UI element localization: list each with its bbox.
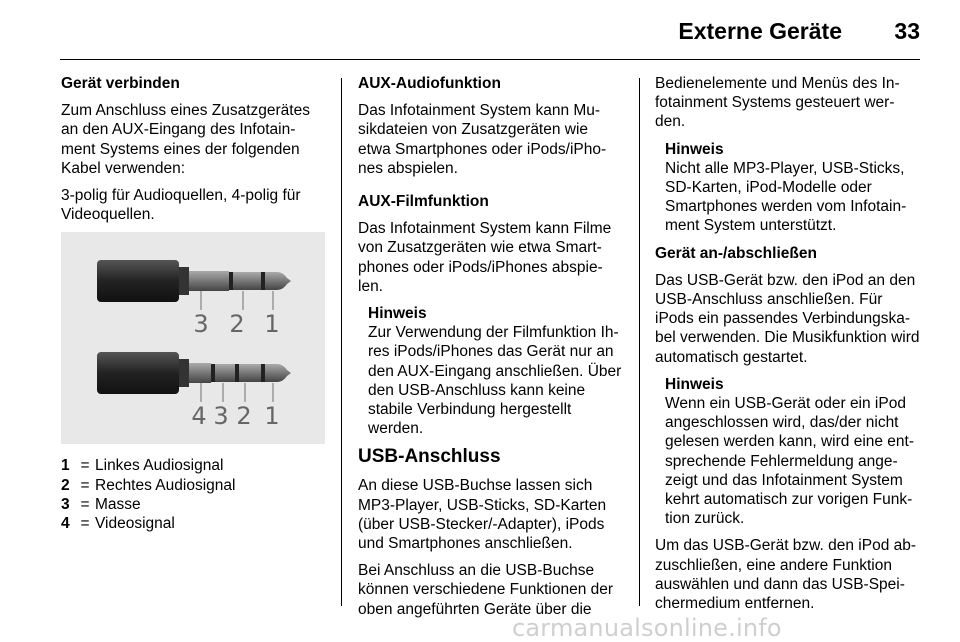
note-box	[358, 304, 624, 438]
paragraph: Um das USB-Gerät bzw. den iPod ab-zuschließen, eine andere Funktion auswählen und dann das USB-Spei-chermedium entfernen.	[655, 537, 917, 613]
section-heading: USB-Anschluss	[358, 446, 501, 468]
legend-text: Rechtes Audiosignal	[95, 476, 236, 494]
legend-number: 2	[61, 476, 70, 494]
jack-plugs-illustration	[61, 232, 325, 444]
note-title: Hinweis	[665, 375, 724, 393]
legend-item	[61, 495, 327, 514]
watermark: carmanualsonline.info	[512, 614, 782, 642]
legend-separator: =	[80, 457, 90, 475]
legend-number: 4	[61, 514, 70, 532]
legend-item	[61, 456, 327, 475]
note-box	[655, 140, 921, 236]
legend	[61, 456, 327, 533]
column-1	[61, 74, 327, 533]
note-text: Zur Verwendung der Filmfunktion Ih-res iPods/iPhones das Gerät nur an den AUX-Eingang anschließen. Über den USB-Anschluss kann keine stabile Verbindung hergestellt werden.	[368, 324, 622, 438]
column-2	[358, 74, 624, 627]
section-heading: AUX-Filmfunktion	[358, 193, 489, 211]
jack3-label: 2	[229, 310, 245, 339]
note-title: Hinweis	[665, 140, 724, 158]
page-title: Externe Geräte	[678, 18, 842, 44]
page-number: 33	[894, 18, 920, 44]
legend-item	[61, 514, 327, 533]
jack-4-pole	[97, 352, 291, 402]
paragraph: Das Infotainment System kann Filme von Zusatzgeräten wie etwa Smart-phones oder iPods/iPhones abspie-len.	[358, 220, 612, 295]
legend-text: Linkes Audiosignal	[95, 457, 224, 475]
legend-number: 3	[61, 495, 70, 513]
legend-text: Videosignal	[95, 514, 175, 532]
section-heading: AUX-Audiofunktion	[358, 75, 501, 92]
note-box	[655, 375, 921, 529]
jack3-label: 3	[193, 310, 209, 339]
jack4-label: 4	[191, 402, 207, 431]
paragraph: Das USB-Gerät bzw. den iPod an den USB-Anschluss anschließen. Für iPods ein passendes Verbindungska-bel verwenden. Die Musikfunktion wird automatisch gestartet.	[655, 271, 920, 366]
legend-number: 1	[61, 457, 70, 475]
note-text: Nicht alle MP3-Player, USB-Sticks, SD-Karten, iPod-Modelle oder Smartphones werden vom Infotain-ment System unterstützt.	[665, 159, 907, 235]
column-divider	[639, 78, 640, 606]
jack-3-pole	[97, 260, 291, 310]
paragraph: Bedienelemente und Menüs des In-fotainment Systems gesteuert wer-den.	[655, 75, 900, 131]
jack3-label: 1	[264, 310, 280, 339]
legend-separator: =	[80, 495, 90, 513]
note-title: Hinweis	[368, 305, 427, 323]
paragraph: Das Infotainment System kann Mu-sikdateien von Zusatzgeräten wie etwa Smartphones oder iPods/iPho-nes abspielen.	[358, 102, 607, 177]
paragraph: 3-polig für Audioquellen, 4-polig für Videoquellen.	[61, 187, 301, 224]
jack4-label: 1	[264, 402, 280, 431]
legend-separator: =	[80, 514, 90, 532]
legend-text: Masse	[95, 495, 141, 513]
jack4-label: 3	[213, 402, 229, 431]
legend-separator: =	[80, 476, 90, 494]
section-heading: Gerät verbinden	[61, 75, 180, 92]
jack4-label: 2	[236, 402, 252, 431]
paragraph: An diese USB-Buchse lassen sich MP3-Player, USB-Sticks, SD-Karten (über USB-Stecker/-Adapter), iPods und Smartphones anschließen.	[358, 477, 607, 553]
header-rule	[60, 59, 920, 60]
paragraph: Zum Anschluss eines Zusatzgerätes an den AUX-Eingang des Infotain-ment Systems eines der folgenden Kabel verwenden:	[61, 102, 310, 177]
note-text: Wenn ein USB-Gerät oder ein iPod angeschlossen wird, das/der nicht gelesen werden kann, wird eine ent-sprechende Fehlermeldung ange-zeigt und das Infotainment System kehrt automatisch zur vorigen Funk-tion zurück.	[665, 395, 915, 528]
section-heading: Gerät an-/abschließen	[655, 244, 817, 262]
paragraph: Bei Anschluss an die USB-Buchse können verschiedene Funktionen der oben angeführten Geräte über die	[358, 562, 614, 618]
legend-item	[61, 476, 327, 495]
column-3	[655, 74, 921, 621]
aux-jack-figure	[61, 232, 325, 444]
column-divider	[341, 78, 342, 606]
